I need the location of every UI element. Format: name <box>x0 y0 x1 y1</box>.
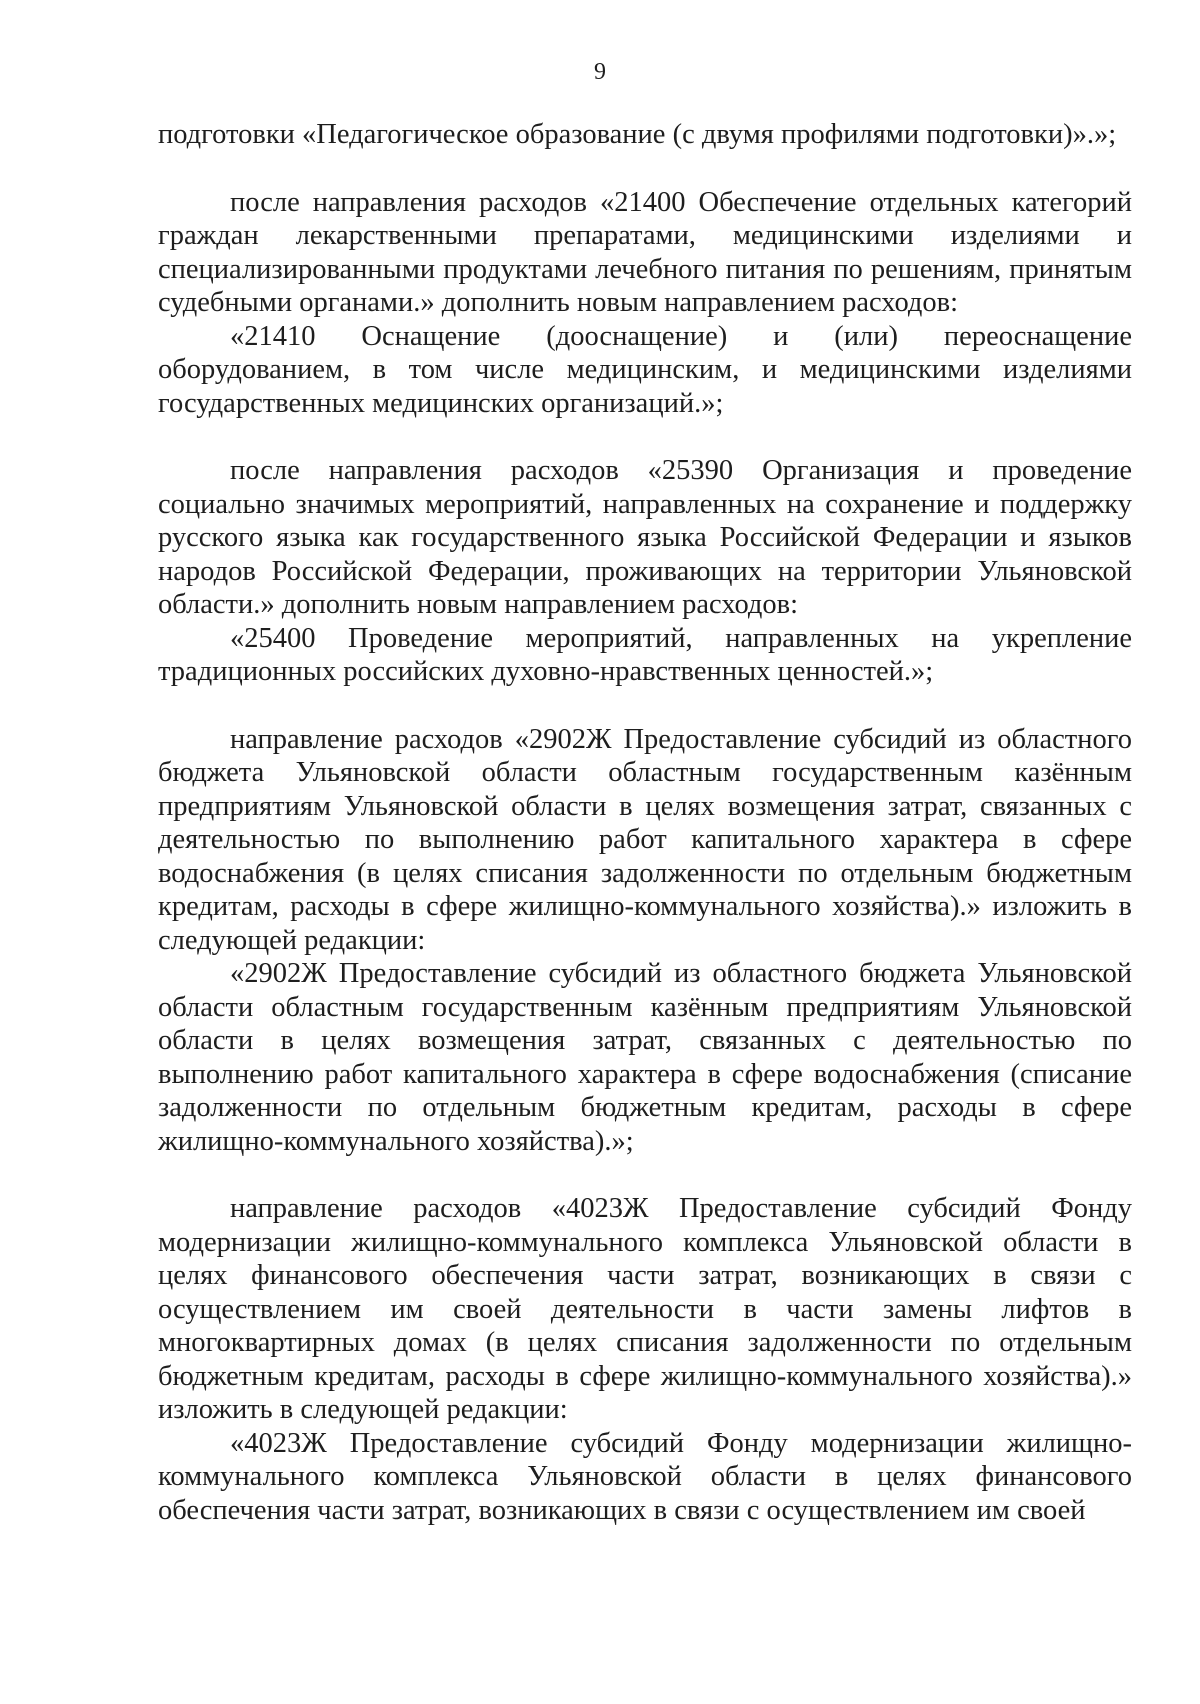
paragraph-quote-25400: «25400 Проведение мероприятий, направленных на укрепление традиционных российских духовно-нравственных ценностей.»; <box>158 622 1132 687</box>
paragraph-amendment-2902zh: направление расходов «2902Ж Предоставление субсидий из областного бюджета Ульяновской области областным государственным казённым предприятиям Ульяновской области в целях возмещения затрат, связанных с деятельностью по выполнению работ капитального характера в сфере водоснабжения (в целях списания задолженности по отдельным бюджетным кредитам, расходы в сфере жилищно-коммунального хозяйства).» изложить в следующей редакции: <box>158 723 1132 956</box>
paragraph-continuation: подготовки «Педагогическое образование (с двумя профилями подготовки)».»; <box>158 119 1117 150</box>
paragraph-amendment-21400: после направления расходов «21400 Обеспечение отдельных категорий граждан лекарственными препаратами, медицинскими изделиями и специализированными продуктами лечебного питания по решениям, принятым судебными органами.» дополнить новым направлением расходов: <box>158 186 1132 318</box>
paragraph-amendment-4023zh: направление расходов «4023Ж Предоставление субсидий Фонду модернизации жилищно-коммунального комплекса Ульяновской области в целях финансового обеспечения части затрат, возникающих в связи с осуществлением им своей деятельности в части замены лифтов в многоквартирных домах (в целях списания задолженности по отдельным бюджетным кредитам, расходы в сфере жилищно-коммунального хозяйства).» изложить в следующей редакции: <box>158 1193 1132 1425</box>
page-number: 9 <box>594 59 606 85</box>
paragraph-amendment-25390: после направления расходов «25390 Организация и проведение социально значимых мероприятий, направленных на сохранение и поддержку русского языка как государственного языка Российской Федерации и языков народов Российской Федерации, проживающих на территории Ульяновской области.» дополнить новым направлением расходов: <box>158 455 1132 620</box>
paragraph-quote-21410: «21410 Оснащение (дооснащение) и (или) переоснащение оборудованием, в том числе медицинским, и медицинскими изделиями государственных медицинских организаций.»; <box>158 320 1132 419</box>
paragraph-quote-2902zh: «2902Ж Предоставление субсидий из областного бюджета Ульяновской области областным государственным казённым предприятиям Ульяновской области в целях возмещения затрат, связанных с деятельностью по выполнению работ капитального характера в сфере водоснабжения (списание задолженности по отдельным бюджетным кредитам, расходы в сфере жилищно-коммунального хозяйства).»; <box>158 958 1132 1157</box>
paragraph-quote-4023zh: «4023Ж Предоставление субсидий Фонду модернизации жилищно-коммунального комплекса Ульяновской области в целях финансового обеспечения части затрат, возникающих в связи с осуществлением им своей <box>158 1427 1132 1526</box>
document-body <box>158 118 1132 1527</box>
